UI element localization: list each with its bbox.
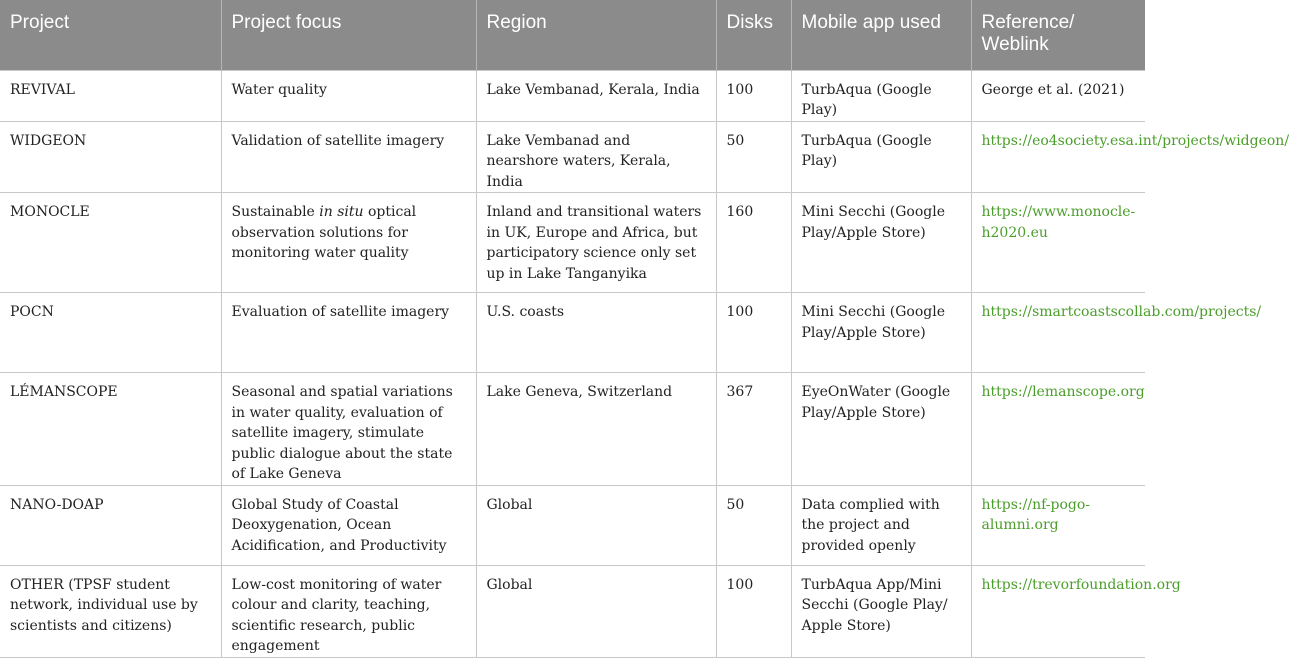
reference-link[interactable]: https://lemanscope.org — [982, 384, 1145, 400]
cell-region: Lake Vembanad, Kerala, India — [476, 70, 716, 121]
table-row — [0, 121, 1145, 193]
cell-project: OTHER (TPSF student network, individual use by scientists and citizens) — [0, 565, 221, 657]
header-row — [0, 0, 1145, 70]
cell-focus — [221, 193, 476, 293]
reference-link[interactable]: https://trevorfoundation.org — [982, 577, 1181, 593]
cell-disks: 100 — [716, 565, 791, 657]
cell-focus: Evaluation of satellite imagery — [221, 293, 476, 373]
header-project: Project — [0, 0, 221, 70]
header-project-focus: Project focus — [221, 0, 476, 70]
header-disks: Disks — [716, 0, 791, 70]
cell-region: Inland and transitional waters in UK, Europe and Africa, but participatory science only set up in Lake Tanganyika — [476, 193, 716, 293]
cell-reference — [971, 293, 1145, 373]
cell-disks: 50 — [716, 485, 791, 565]
focus-italic-text: in situ — [319, 204, 363, 220]
cell-reference: George et al. (2021) — [971, 70, 1145, 121]
cell-disks: 160 — [716, 193, 791, 293]
cell-disks: 100 — [716, 70, 791, 121]
header-region: Region — [476, 0, 716, 70]
cell-focus: Low-cost monitoring of water colour and clarity, teaching, scientific research, public engagement — [221, 565, 476, 657]
cell-focus: Seasonal and spatial variations in water quality, evaluation of satellite imagery, stimulate public dialogue about the state of Lake Geneva — [221, 373, 476, 486]
header-mobile-app: Mobile app used — [791, 0, 971, 70]
cell-reference — [971, 121, 1145, 193]
table-row — [0, 565, 1145, 657]
reference-link[interactable]: https://nf-pogo-alumni.org — [982, 497, 1091, 534]
cell-region: Global — [476, 565, 716, 657]
table-row — [0, 193, 1145, 293]
header-reference: Reference/ Weblink — [971, 0, 1145, 70]
cell-region: Lake Geneva, Switzerland — [476, 373, 716, 486]
focus-text: Sustainable — [232, 204, 320, 220]
reference-link[interactable]: https://www.monocle-h2020.eu — [982, 204, 1136, 241]
table-row — [0, 373, 1145, 486]
cell-project: REVIVAL — [0, 70, 221, 121]
cell-project: LÉMANSCOPE — [0, 373, 221, 486]
cell-project: POCN — [0, 293, 221, 373]
cell-project: NANO-DOAP — [0, 485, 221, 565]
cell-project: MONOCLE — [0, 193, 221, 293]
cell-focus: Validation of satellite imagery — [221, 121, 476, 193]
table-row — [0, 70, 1145, 121]
cell-app: Mini Secchi (Google Play/Apple Store) — [791, 193, 971, 293]
cell-region: Lake Vembanad and nearshore waters, Kerala, India — [476, 121, 716, 193]
cell-disks: 50 — [716, 121, 791, 193]
cell-app: TurbAqua (Google Play) — [791, 121, 971, 193]
cell-app: Mini Secchi (Google Play/Apple Store) — [791, 293, 971, 373]
cell-project: WIDGEON — [0, 121, 221, 193]
cell-region: Global — [476, 485, 716, 565]
cell-app: EyeOnWater (Google Play/Apple Store) — [791, 373, 971, 486]
reference-link[interactable]: https://smartcoastscollab.com/projects/ — [982, 304, 1262, 320]
cell-disks: 100 — [716, 293, 791, 373]
cell-app: Data complied with the project and provided openly — [791, 485, 971, 565]
table-row — [0, 293, 1145, 373]
cell-reference — [971, 373, 1145, 486]
cell-reference — [971, 485, 1145, 565]
cell-disks: 367 — [716, 373, 791, 486]
cell-focus: Global Study of Coastal Deoxygenation, Ocean Acidification, and Productivity — [221, 485, 476, 565]
cell-app: TurbAqua App/Mini Secchi (Google Play/ Apple Store) — [791, 565, 971, 657]
cell-reference — [971, 565, 1145, 657]
cell-focus: Water quality — [221, 70, 476, 121]
reference-link[interactable]: https://eo4society.esa.int/projects/widgeon/ — [982, 133, 1289, 149]
cell-app: TurbAqua (Google Play) — [791, 70, 971, 121]
cell-reference — [971, 193, 1145, 293]
cell-region: U.S. coasts — [476, 293, 716, 373]
table-row — [0, 485, 1145, 565]
focus-text: optical observation solutions for monitoring water quality — [232, 204, 417, 261]
